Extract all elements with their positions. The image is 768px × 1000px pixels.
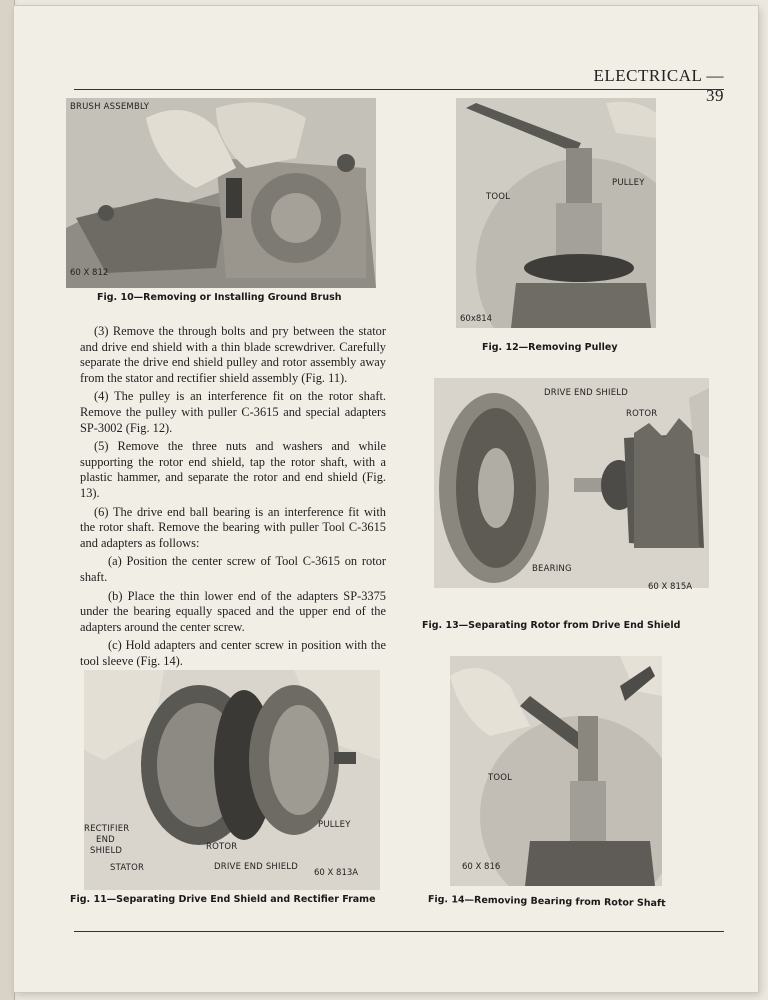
- paragraph-5: (5) Remove the three nuts and washers and while supporting the rotor end shield, tap the rotor shaft, with a plastic hammer, and separate the rotor and end shield (Fig. 13).: [80, 439, 386, 500]
- fig11-code: 60 X 813A: [314, 868, 359, 878]
- fig11-label-rectifier-line2: END: [96, 835, 115, 845]
- paragraph-6c: (c) Hold adapters and center screw in position with the tool sleeve (Fig. 14).: [80, 638, 386, 668]
- paragraph-6a: (a) Position the center screw of Tool C-3615 on rotor shaft.: [80, 554, 386, 584]
- fig12-caption: Fig. 12—Removing Pulley: [482, 342, 618, 353]
- fig13-photo: [434, 378, 709, 588]
- fig10-photo: [66, 98, 376, 288]
- fig13-label-rotor: ROTOR: [626, 409, 658, 419]
- fig14-caption: Fig. 14—Removing Bearing from Rotor Shaft: [427, 894, 666, 910]
- fig14-photo: [450, 656, 662, 886]
- fig11-label-rotor: ROTOR: [206, 842, 238, 852]
- fig13-label-bearing: BEARING: [532, 564, 572, 574]
- paragraph-6: (6) The drive end ball bearing is an interference fit with the rotor shaft. Remove the bearing with puller Tool C-3615 and adapters as follows:: [80, 504, 386, 550]
- fig11-label-drive-end-shield: DRIVE END SHIELD: [214, 862, 298, 872]
- fig14-code: 60 X 816: [462, 862, 501, 872]
- fig11-label-stator: STATOR: [110, 863, 145, 873]
- fig11-label-rectifier-line1: RECTIFIER: [84, 824, 130, 834]
- fig10-label-brush-assembly: BRUSH ASSEMBLY: [70, 102, 150, 112]
- fig12-code: 60x814: [460, 314, 493, 324]
- fig11-label-pulley: PULLEY: [318, 820, 351, 830]
- fig12-label-tool: TOOL: [486, 192, 511, 202]
- fig10-caption: Fig. 10—Removing or Installing Ground Brush: [97, 292, 342, 303]
- fig13-label-drive-end-shield: DRIVE END SHIELD: [544, 388, 628, 398]
- fig10-code: 60 X 812: [70, 268, 109, 278]
- footer-rule: [74, 931, 724, 932]
- paragraph-4: (4) The pulley is an interference fit on the rotor shaft. Remove the pulley with puller C-3615 and special adapters SP-3002 (Fig. 12).: [80, 389, 386, 435]
- fig12-photo: [456, 98, 656, 328]
- header-page-number: 39: [706, 86, 724, 105]
- fig13-caption: Fig. 13—Separating Rotor from Drive End Shield: [422, 620, 681, 631]
- manual-page: [14, 6, 758, 992]
- fig11-caption: Fig. 11—Separating Drive End Shield and Rectifier Frame: [70, 894, 376, 905]
- previous-page-edge: [0, 0, 15, 1000]
- fig13-code: 60 X 815A: [648, 582, 693, 592]
- fig14-label-tool: TOOL: [488, 773, 513, 783]
- fig11-label-rectifier-line3: SHIELD: [90, 846, 123, 856]
- header-rule: [74, 89, 724, 90]
- header-section: ELECTRICAL: [593, 66, 702, 85]
- header-separator: —: [706, 66, 724, 85]
- paragraph-3: (3) Remove the through bolts and pry between the stator and drive end shield with a thin blade screwdriver. Carefully separate the drive end shield pulley and rotor assembly away from the stator and rectifier shield assembly (Fig. 11).: [80, 324, 386, 385]
- fig12-label-pulley: PULLEY: [612, 178, 645, 188]
- paragraph-6b: (b) Place the thin lower end of the adapters SP-3375 under the bearing equally spaced and the upper end of the adapters around the center screw.: [80, 588, 386, 634]
- body-text-column: [80, 324, 386, 672]
- fig11-photo: [84, 670, 380, 890]
